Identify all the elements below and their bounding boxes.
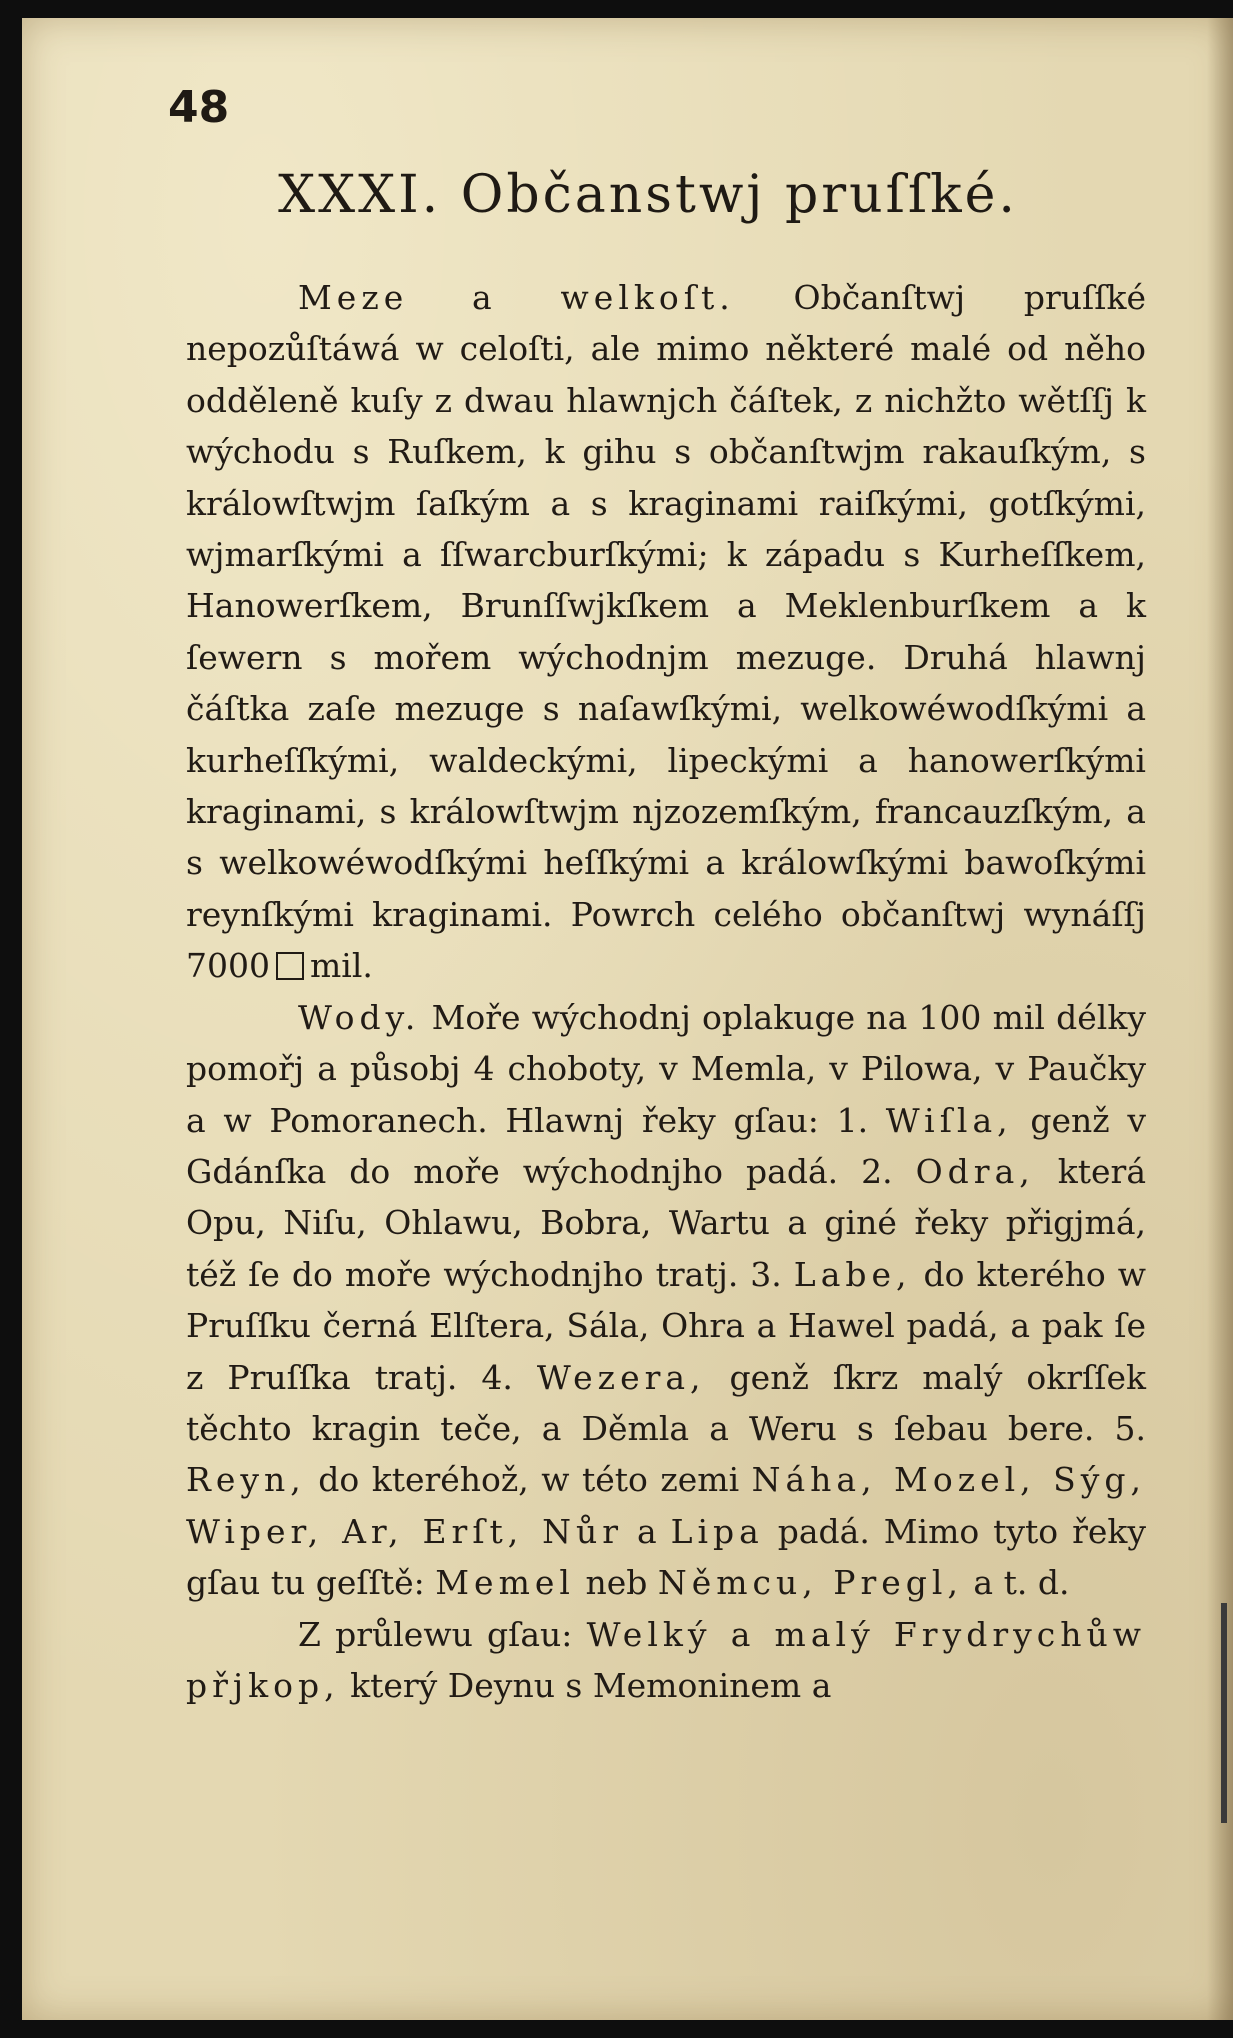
canal-name-run: Welký a malý Frydrychůw přjkop, <box>186 1614 1146 1705</box>
river-name-run: Němcu, Pregl, <box>657 1563 963 1603</box>
river-name-run: Odra, <box>915 1151 1035 1191</box>
section-heading-run: Meze a welkoſt. <box>298 278 735 317</box>
text-run: genž v Gdánſka do moře wýchodnjho padá. 2. <box>186 1100 1146 1191</box>
page-edge-mark <box>1221 1603 1227 1823</box>
text-run: genž ſkrz malý okrſſek těchto kragin teče, a Děmla a Weru s ſebau bere. 5. <box>186 1357 1146 1448</box>
river-name-run: Lipa <box>670 1511 764 1551</box>
text-run: do kterého w Pruſſku černá Elſtera, Sála, Ohra a Hawel padá, a pak ſe z Pruſſka tratj. 4. <box>186 1254 1146 1397</box>
square-measure-symbol <box>276 952 304 980</box>
text-run: Občanſtwj pruſſké nepozůſtáwá w celoſti, ale mimo některé malé od něho odděleně kuſy z dwau hlawnjch čáſtek, z nichžto wětſſj k wýchodu s Ruſkem, k gihu s občanſtwjm rakauſkým, s králowſtwjm ſaſkým a s kraginami raiſkými, gotſkými, wjmarſkými a ſſwarcburſkými; k západu s Kurheſſkem, Hanowerſkem, Brunſſwjkſkem a Meklenburſkem a k ſewern s mořem wýchodnjm mezuge. Druhá hlawnj čáſtka zaſe mezuge s naſawſkými, welkowéwodſkými a kurheſſkými, waldeckými, lipeckými a hanowerſkými kraginami, s králowſtwjm njzozemſkým, francauzſkým, a s welkowéwodſkými heſſkými a králowſkými bawoſkými reynſkými kraginami. Powrch celého občanſtwj wynáſſj 7000 <box>186 278 1146 986</box>
river-name-run: Memel <box>435 1563 575 1603</box>
text-run: který Deynu s Memoninem a <box>339 1665 832 1705</box>
river-name-run: Wiſla, <box>885 1100 1013 1140</box>
text-run: která Opu, Niſu, Ohlawu, Bobra, Wartu a giné řeky přigjmá, též ſe do moře wýchodnjho tratj. 3. <box>186 1151 1146 1294</box>
paragraph-canals <box>186 1609 1146 1712</box>
river-name-run: Labe, <box>793 1254 912 1294</box>
page-number: 48 <box>168 82 230 133</box>
text-run: padá. Mimo tyto řeky gſau tu geſſtě: <box>186 1511 1147 1603</box>
river-name-run: Reyn, <box>186 1460 306 1500</box>
section-heading-run: Wody. <box>298 997 421 1037</box>
paragraph-waters <box>186 992 1146 1609</box>
river-name-run: Wezera, <box>536 1357 706 1397</box>
text-run: Moře wýchodnj oplakuge na 100 mil délky pomořj a působj 4 choboty, v Memla, v Pilowa, v Paučky a w Pomoranech. Hlawnj řeky gſau: 1. <box>186 997 1146 1140</box>
river-name-run: Náha, Mozel, Sýg, Wiper, Ar, Erſt, Nůr <box>186 1460 1146 1551</box>
text-run: a t. d. <box>962 1563 1070 1603</box>
body-text <box>186 272 1146 1711</box>
paragraph-boundaries-size <box>186 272 1146 992</box>
chapter-title: XXXI. Občanstwj pruſſké. <box>278 165 1018 225</box>
text-run: neb <box>574 1563 658 1603</box>
text-run: a <box>623 1511 671 1551</box>
page-gutter-shadow <box>1207 18 1233 2020</box>
text-run: do kteréhož, w této zemi <box>305 1460 752 1500</box>
text-run: mil. <box>309 946 373 986</box>
text-run: Z průlewu gſau: <box>298 1614 587 1654</box>
